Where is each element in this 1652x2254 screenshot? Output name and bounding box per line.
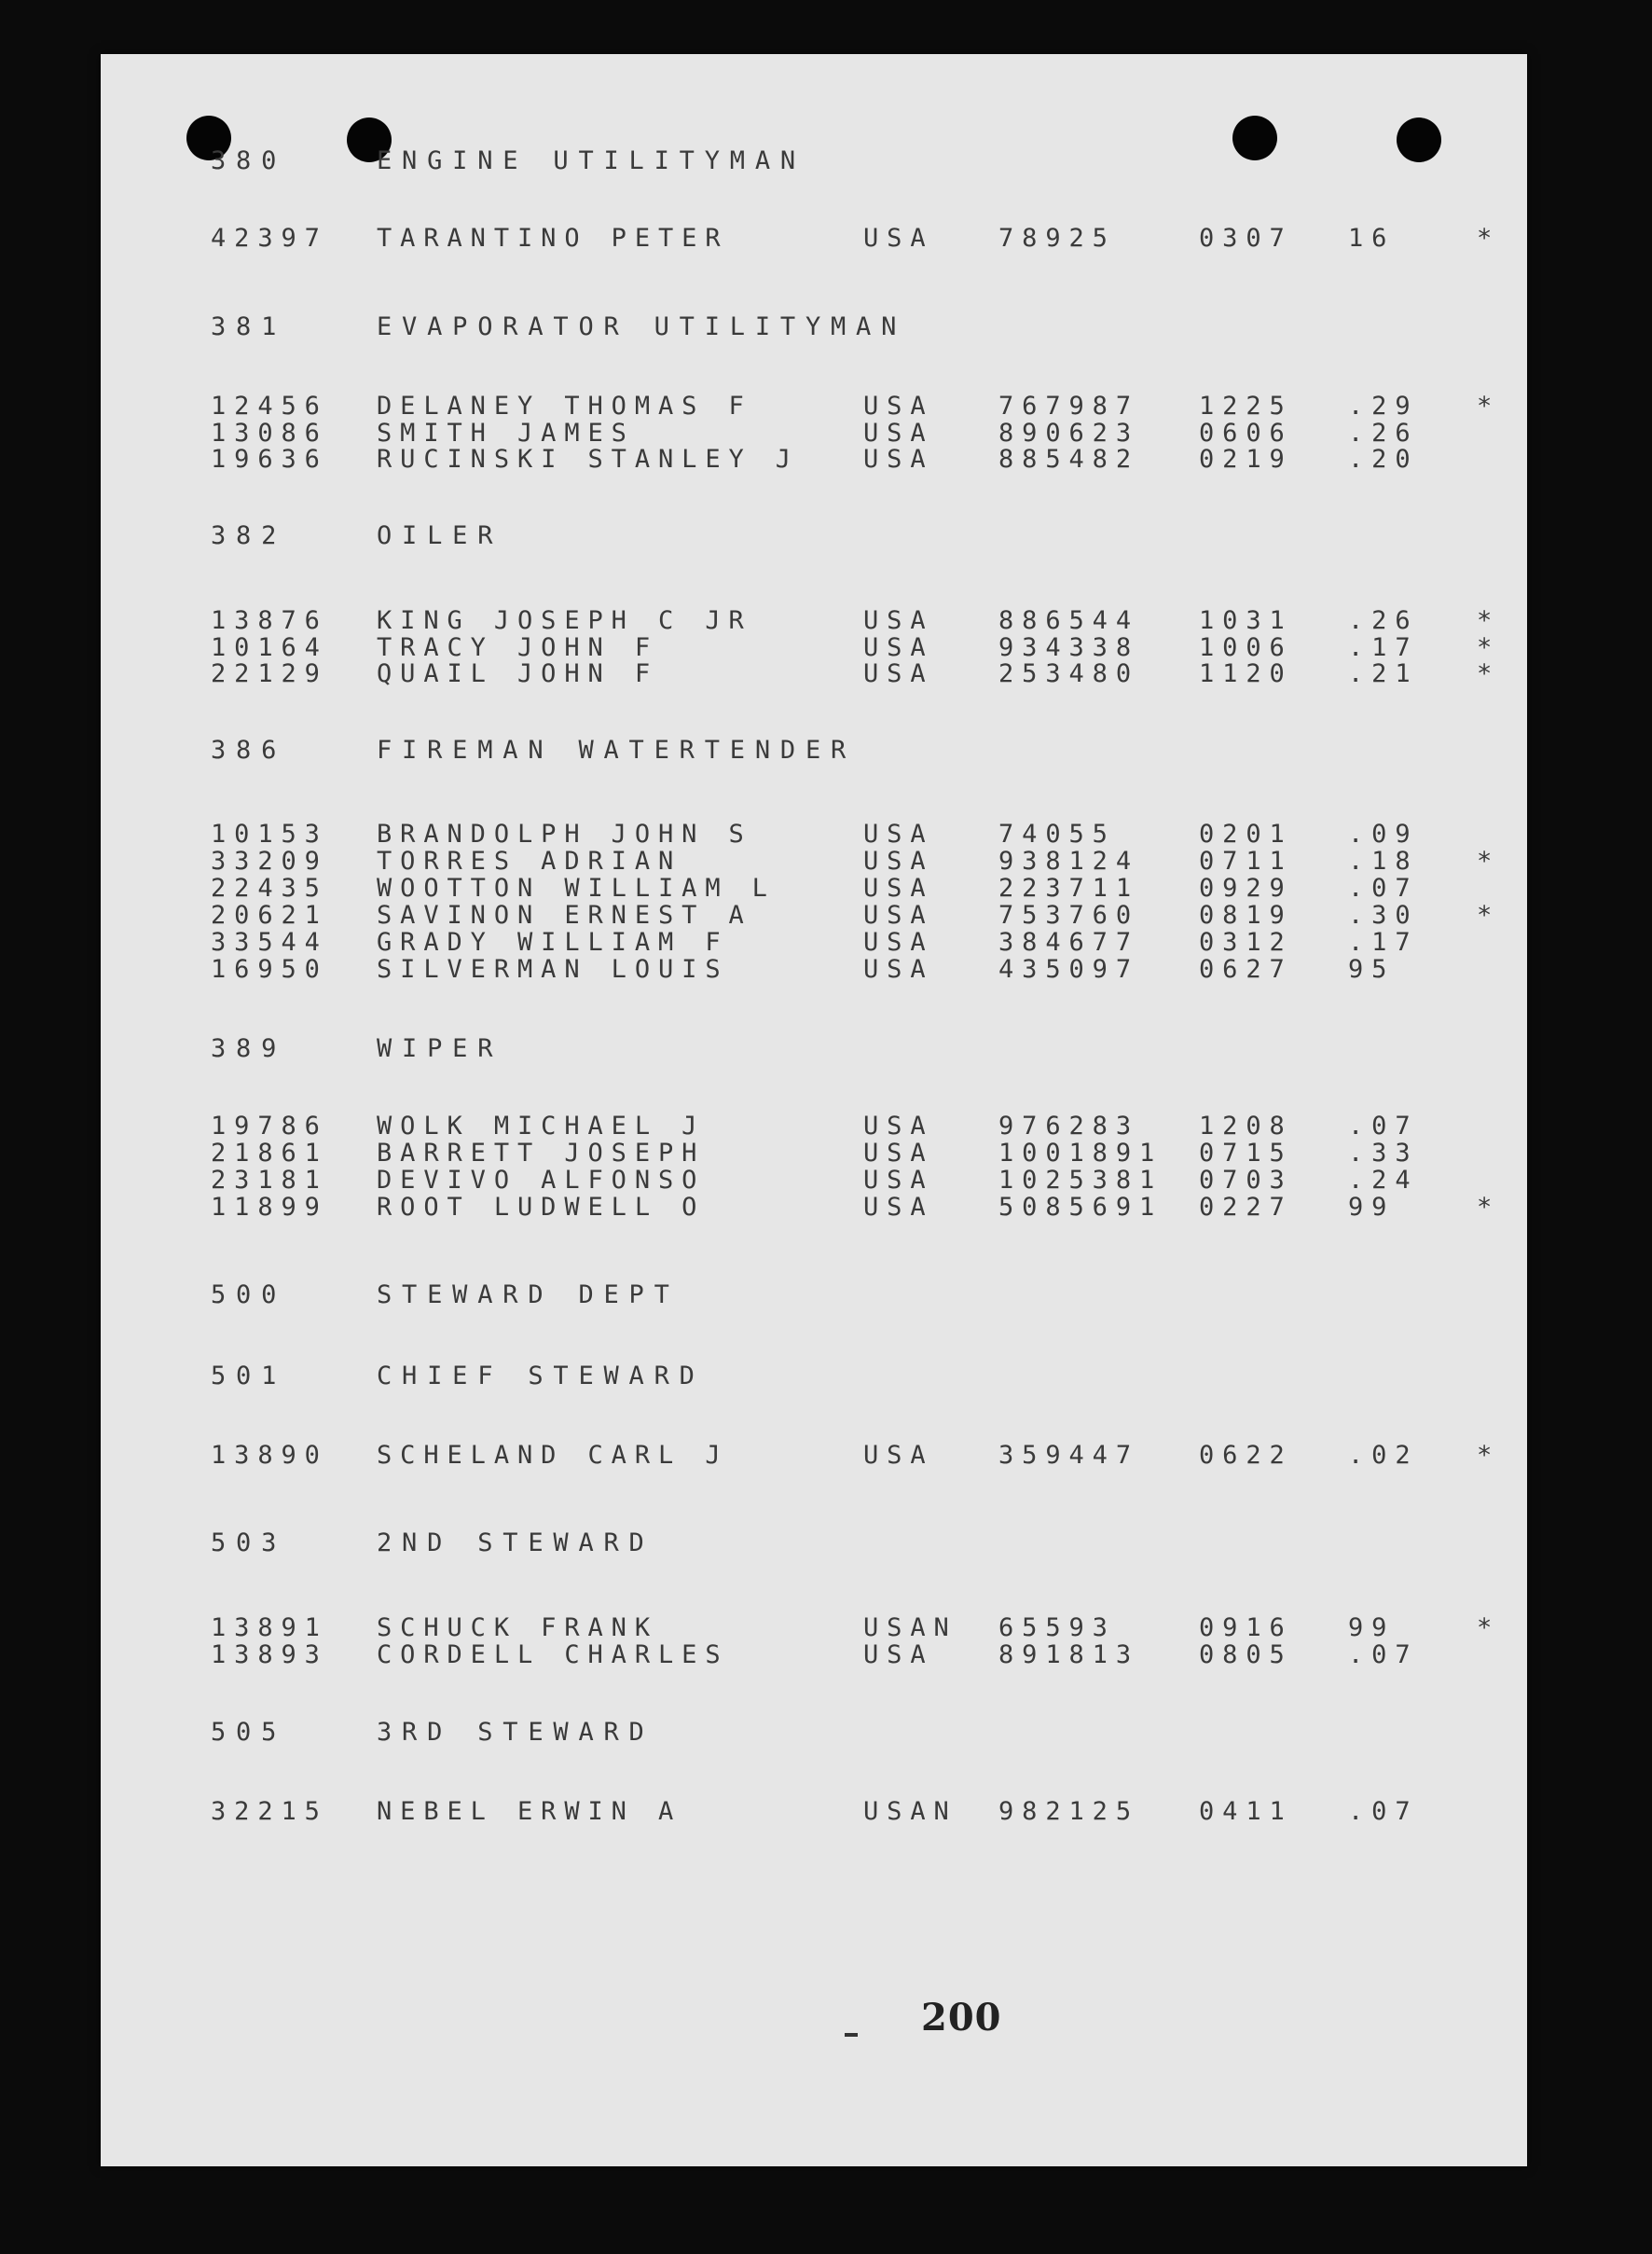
date-code: 0703 bbox=[1199, 1166, 1293, 1195]
id-number: 767987 bbox=[998, 392, 1139, 421]
mark: * bbox=[1477, 901, 1501, 930]
citizenship: USA bbox=[863, 1193, 934, 1222]
citizenship: USA bbox=[863, 955, 934, 984]
mark: * bbox=[1477, 224, 1501, 253]
crew-name: TRACY JOHN F bbox=[377, 633, 658, 662]
crew-name: ROOT LUDWELL O bbox=[377, 1193, 706, 1222]
pay-number: 13890 bbox=[211, 1441, 328, 1470]
date-code: 0201 bbox=[1199, 820, 1293, 849]
crew-name: SMITH JAMES bbox=[377, 419, 635, 448]
section-code: 389 bbox=[211, 1034, 287, 1063]
rate-code: .07 bbox=[1348, 1797, 1419, 1826]
id-number: 223711 bbox=[998, 874, 1139, 903]
crew-name: BARRETT JOSEPH bbox=[377, 1139, 706, 1168]
section-title: EVAPORATOR UTILITYMAN bbox=[377, 312, 907, 341]
pay-number: 10164 bbox=[211, 633, 328, 662]
pay-number: 22129 bbox=[211, 659, 328, 688]
rate-code: .21 bbox=[1348, 659, 1419, 688]
pay-number: 21861 bbox=[211, 1139, 328, 1168]
crew-name: SILVERMAN LOUIS bbox=[377, 955, 729, 984]
citizenship: USA bbox=[863, 1441, 934, 1470]
pay-number: 23181 bbox=[211, 1166, 328, 1195]
mark: * bbox=[1477, 392, 1501, 421]
pay-number: 33544 bbox=[211, 928, 328, 957]
citizenship: USA bbox=[863, 1112, 934, 1141]
page-number: 200 bbox=[921, 1996, 1002, 2040]
id-number: 1001891 bbox=[998, 1139, 1163, 1168]
punch-hole-right-1 bbox=[1232, 116, 1277, 160]
id-number: 78925 bbox=[998, 224, 1116, 253]
rate-code: .24 bbox=[1348, 1166, 1419, 1195]
pay-number: 42397 bbox=[211, 224, 328, 253]
rate-code: 99 bbox=[1348, 1613, 1396, 1642]
rate-code: .07 bbox=[1348, 1640, 1419, 1669]
section-title: ENGINE UTILITYMAN bbox=[377, 146, 805, 175]
section-code: 505 bbox=[211, 1718, 287, 1747]
date-code: 0411 bbox=[1199, 1797, 1293, 1826]
rate-code: .17 bbox=[1348, 633, 1419, 662]
pay-number: 10153 bbox=[211, 820, 328, 849]
citizenship: USA bbox=[863, 1640, 934, 1669]
pay-number: 32215 bbox=[211, 1797, 328, 1826]
id-number: 253480 bbox=[998, 659, 1139, 688]
pay-number: 22435 bbox=[211, 874, 328, 903]
dash-mark bbox=[845, 2033, 858, 2037]
date-code: 1225 bbox=[1199, 392, 1293, 421]
date-code: 1006 bbox=[1199, 633, 1293, 662]
id-number: 384677 bbox=[998, 928, 1139, 957]
crew-name: SCHUCK FRANK bbox=[377, 1613, 658, 1642]
id-number: 753760 bbox=[998, 901, 1139, 930]
mark: * bbox=[1477, 633, 1501, 662]
rate-code: .26 bbox=[1348, 419, 1419, 448]
section-title: WIPER bbox=[377, 1034, 503, 1063]
section-code: 386 bbox=[211, 736, 287, 765]
citizenship: USA bbox=[863, 392, 934, 421]
id-number: 1025381 bbox=[998, 1166, 1163, 1195]
date-code: 0916 bbox=[1199, 1613, 1293, 1642]
section-code: 500 bbox=[211, 1280, 287, 1309]
date-code: 0312 bbox=[1199, 928, 1293, 957]
punch-hole-right-2 bbox=[1397, 118, 1441, 162]
mark: * bbox=[1477, 1193, 1501, 1222]
date-code: 1031 bbox=[1199, 606, 1293, 635]
citizenship: USA bbox=[863, 847, 934, 876]
citizenship: USA bbox=[863, 874, 934, 903]
citizenship: USA bbox=[863, 633, 934, 662]
date-code: 0307 bbox=[1199, 224, 1293, 253]
id-number: 934338 bbox=[998, 633, 1139, 662]
id-number: 886544 bbox=[998, 606, 1139, 635]
pay-number: 16950 bbox=[211, 955, 328, 984]
rate-code: .18 bbox=[1348, 847, 1419, 876]
mark: * bbox=[1477, 1613, 1501, 1642]
rate-code: .17 bbox=[1348, 928, 1419, 957]
id-number: 982125 bbox=[998, 1797, 1139, 1826]
section-title: OILER bbox=[377, 521, 503, 550]
pay-number: 19636 bbox=[211, 445, 328, 474]
id-number: 74055 bbox=[998, 820, 1116, 849]
citizenship: USA bbox=[863, 224, 934, 253]
rate-code: 95 bbox=[1348, 955, 1396, 984]
crew-name: QUAIL JOHN F bbox=[377, 659, 658, 688]
id-number: 885482 bbox=[998, 445, 1139, 474]
citizenship: USAN bbox=[863, 1613, 957, 1642]
citizenship: USA bbox=[863, 820, 934, 849]
date-code: 0819 bbox=[1199, 901, 1293, 930]
pay-number: 13086 bbox=[211, 419, 328, 448]
pay-number: 13891 bbox=[211, 1613, 328, 1642]
mark: * bbox=[1477, 847, 1501, 876]
section-title: CHIEF STEWARD bbox=[377, 1362, 705, 1390]
section-code: 503 bbox=[211, 1528, 287, 1557]
citizenship: USA bbox=[863, 1166, 934, 1195]
date-code: 0805 bbox=[1199, 1640, 1293, 1669]
crew-name: TARANTINO PETER bbox=[377, 224, 729, 253]
citizenship: USA bbox=[863, 606, 934, 635]
date-code: 1208 bbox=[1199, 1112, 1293, 1141]
crew-name: KING JOSEPH C JR bbox=[377, 606, 752, 635]
section-code: 382 bbox=[211, 521, 287, 550]
id-number: 938124 bbox=[998, 847, 1139, 876]
citizenship: USA bbox=[863, 901, 934, 930]
pay-number: 33209 bbox=[211, 847, 328, 876]
rate-code: 16 bbox=[1348, 224, 1396, 253]
id-number: 359447 bbox=[998, 1441, 1139, 1470]
date-code: 0929 bbox=[1199, 874, 1293, 903]
rate-code: .07 bbox=[1348, 1112, 1419, 1141]
section-code: 381 bbox=[211, 312, 287, 341]
date-code: 0227 bbox=[1199, 1193, 1293, 1222]
rate-code: .26 bbox=[1348, 606, 1419, 635]
crew-name: WOLK MICHAEL J bbox=[377, 1112, 706, 1141]
mark: * bbox=[1477, 1441, 1501, 1470]
crew-name: DEVIVO ALFONSO bbox=[377, 1166, 706, 1195]
crew-name: TORRES ADRIAN bbox=[377, 847, 682, 876]
crew-name: SAVINON ERNEST A bbox=[377, 901, 752, 930]
crew-name: BRANDOLPH JOHN S bbox=[377, 820, 752, 849]
id-number: 5085691 bbox=[998, 1193, 1163, 1222]
mark: * bbox=[1477, 606, 1501, 635]
crew-name: DELANEY THOMAS F bbox=[377, 392, 752, 421]
date-code: 0622 bbox=[1199, 1441, 1293, 1470]
date-code: 1120 bbox=[1199, 659, 1293, 688]
section-title: 3RD STEWARD bbox=[377, 1718, 654, 1747]
pay-number: 12456 bbox=[211, 392, 328, 421]
rate-code: .09 bbox=[1348, 820, 1419, 849]
citizenship: USA bbox=[863, 419, 934, 448]
citizenship: USA bbox=[863, 445, 934, 474]
rate-code: .29 bbox=[1348, 392, 1419, 421]
document-page bbox=[101, 54, 1527, 2166]
citizenship: USAN bbox=[863, 1797, 957, 1826]
id-number: 890623 bbox=[998, 419, 1139, 448]
date-code: 0711 bbox=[1199, 847, 1293, 876]
id-number: 891813 bbox=[998, 1640, 1139, 1669]
mark: * bbox=[1477, 659, 1501, 688]
rate-code: .20 bbox=[1348, 445, 1419, 474]
id-number: 976283 bbox=[998, 1112, 1139, 1141]
rate-code: .33 bbox=[1348, 1139, 1419, 1168]
date-code: 0219 bbox=[1199, 445, 1293, 474]
rate-code: .07 bbox=[1348, 874, 1419, 903]
date-code: 0627 bbox=[1199, 955, 1293, 984]
section-title: STEWARD DEPT bbox=[377, 1280, 680, 1309]
date-code: 0606 bbox=[1199, 419, 1293, 448]
crew-name: CORDELL CHARLES bbox=[377, 1640, 729, 1669]
pay-number: 11899 bbox=[211, 1193, 328, 1222]
crew-name: SCHELAND CARL J bbox=[377, 1441, 729, 1470]
id-number: 65593 bbox=[998, 1613, 1116, 1642]
date-code: 0715 bbox=[1199, 1139, 1293, 1168]
rate-code: .02 bbox=[1348, 1441, 1419, 1470]
section-code: 380 bbox=[211, 146, 287, 175]
crew-name: RUCINSKI STANLEY J bbox=[377, 445, 799, 474]
section-code: 501 bbox=[211, 1362, 287, 1390]
pay-number: 19786 bbox=[211, 1112, 328, 1141]
pay-number: 13876 bbox=[211, 606, 328, 635]
section-title: FIREMAN WATERTENDER bbox=[377, 736, 857, 765]
citizenship: USA bbox=[863, 1139, 934, 1168]
section-title: 2ND STEWARD bbox=[377, 1528, 654, 1557]
rate-code: .30 bbox=[1348, 901, 1419, 930]
id-number: 435097 bbox=[998, 955, 1139, 984]
pay-number: 13893 bbox=[211, 1640, 328, 1669]
crew-name: GRADY WILLIAM F bbox=[377, 928, 729, 957]
crew-name: NEBEL ERWIN A bbox=[377, 1797, 682, 1826]
crew-name: WOOTTON WILLIAM L bbox=[377, 874, 776, 903]
citizenship: USA bbox=[863, 928, 934, 957]
pay-number: 20621 bbox=[211, 901, 328, 930]
rate-code: 99 bbox=[1348, 1193, 1396, 1222]
citizenship: USA bbox=[863, 659, 934, 688]
